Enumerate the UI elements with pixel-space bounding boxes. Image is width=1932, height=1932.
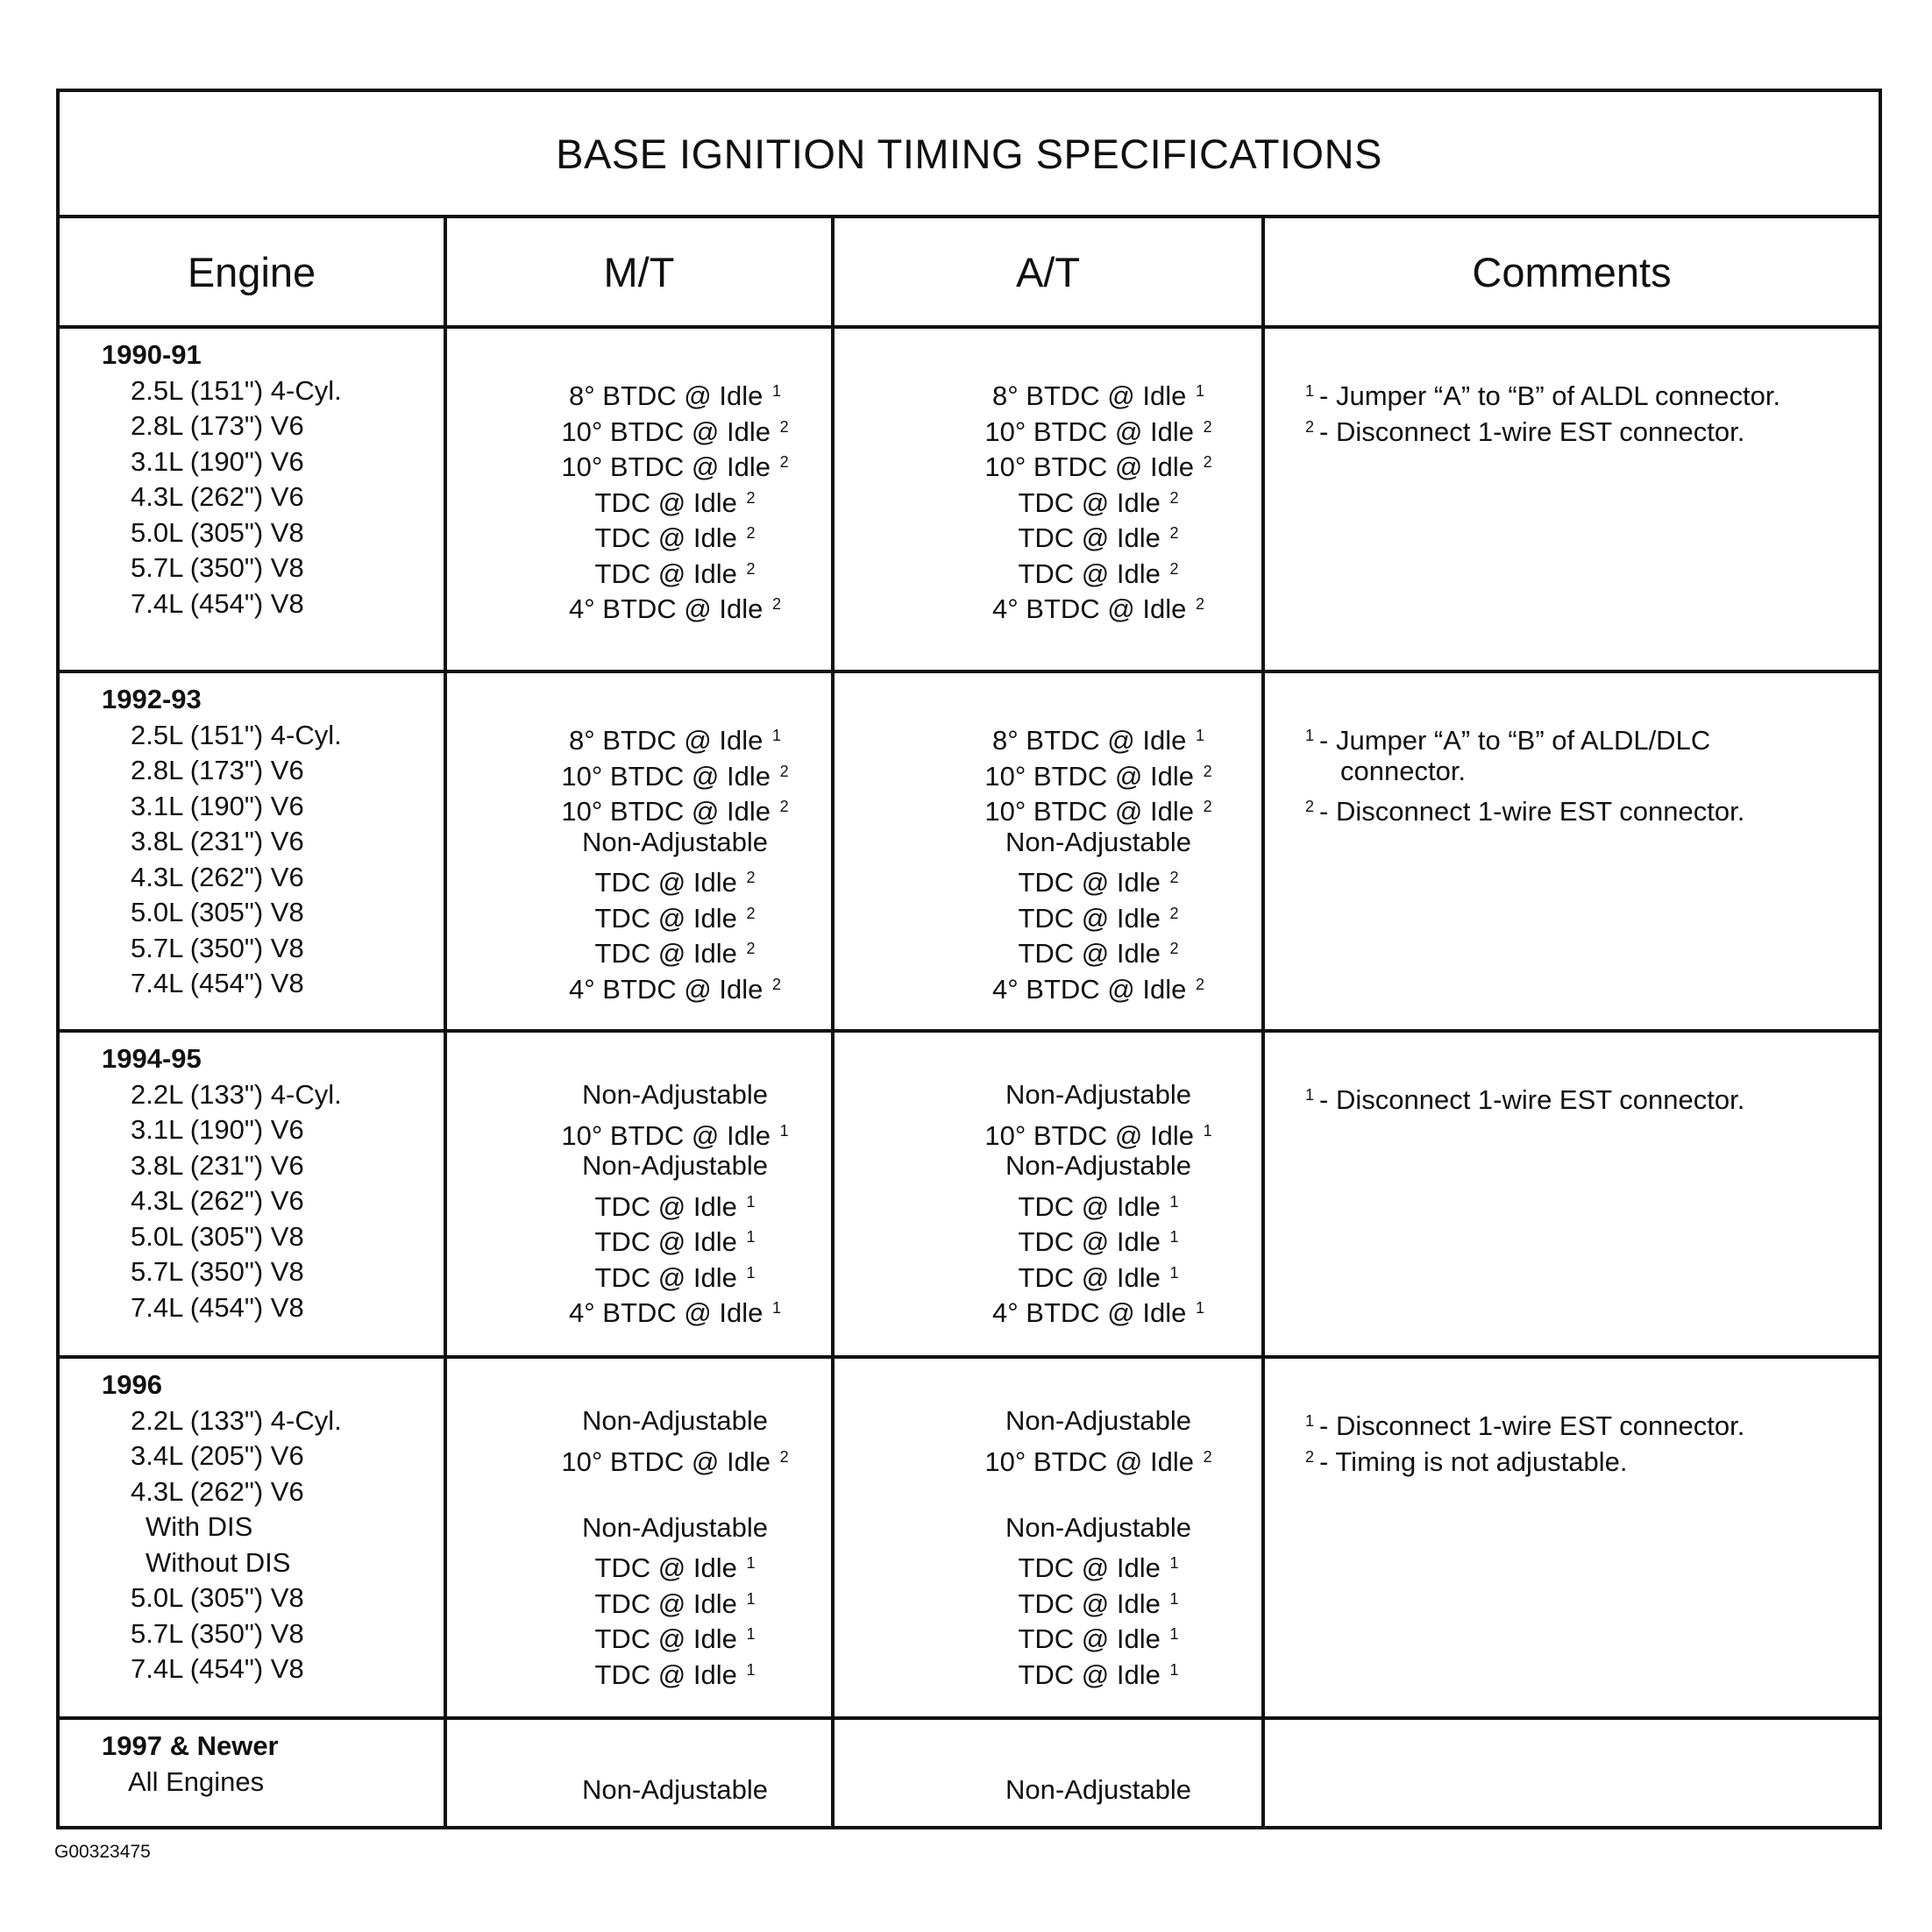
mt-value: TDC @ Idle $^2$	[594, 558, 756, 589]
engine-label: Without DIS	[146, 1546, 291, 1578]
model-year: 1992-93	[102, 684, 202, 714]
row-divider	[60, 1355, 1879, 1359]
engine-label: 5.0L (305") V8	[131, 897, 304, 927]
footnote-mark: 2	[1305, 417, 1315, 436]
mt-value: TDC @ Idle $^1$	[594, 1190, 756, 1222]
footnote-mark: 1	[1195, 727, 1204, 744]
mt-value: TDC @ Idle $^1$	[594, 1659, 756, 1690]
footnote-mark: 2	[1169, 904, 1179, 922]
engine-label: 7.4L (454") V8	[131, 1291, 304, 1323]
mt-value: 10° BTDC @ Idle $^1$	[561, 1119, 789, 1151]
footnote-mark: 2	[746, 559, 756, 578]
column-divider	[1261, 218, 1265, 1826]
mt-value: TDC @ Idle $^1$	[594, 1226, 756, 1257]
header-at: A/T	[1015, 248, 1081, 295]
engine-label: 2.2L (133") 4-Cyl.	[131, 1078, 342, 1110]
engine-label: 5.7L (350") V8	[131, 1256, 304, 1287]
mt-value: 10° BTDC @ Idle $^2$	[561, 416, 789, 447]
mt-value: TDC @ Idle $^1$	[594, 1552, 756, 1583]
footnote-mark: 1	[746, 1554, 756, 1572]
footnote-mark: 2	[746, 904, 756, 922]
mt-cell	[447, 373, 831, 622]
model-year: 1997 & Newer	[102, 1730, 279, 1761]
comment-note: $^2$ - Disconnect 1-wire EST connector.	[1305, 796, 1745, 827]
model-year: 1990-91	[102, 339, 202, 370]
comment-note: $^1$ - Disconnect 1-wire EST connector.	[1305, 1084, 1745, 1115]
at-cell	[835, 1077, 1261, 1326]
footnote-mark: 1	[1203, 1121, 1212, 1140]
page-title: BASE IGNITION TIMING SPECIFICATIONS	[556, 130, 1382, 177]
footnote-mark: 1	[746, 1192, 756, 1211]
mt-cell	[447, 1077, 831, 1326]
footnote-mark: 2	[1203, 1447, 1212, 1466]
comment-note: $^1$ - Jumper “A” to “B” of ALDL connector.	[1305, 380, 1781, 411]
footnote-mark: 2	[771, 975, 781, 993]
at-value: Non-Adjustable	[1005, 1079, 1191, 1110]
footnote-mark: 1	[1195, 382, 1204, 400]
footnote-mark: 1	[746, 1589, 756, 1608]
footnote-mark: 2	[1305, 1447, 1315, 1466]
at-value: 10° BTDC @ Idle $^2$	[984, 451, 1212, 482]
at-value: 10° BTDC @ Idle $^1$	[984, 1119, 1212, 1151]
row-divider	[60, 1029, 1879, 1033]
at-value: Non-Adjustable	[1005, 1774, 1191, 1805]
footnote-mark: 2	[1305, 798, 1315, 815]
at-value: 8° BTDC @ Idle $^1$	[992, 380, 1204, 411]
comment-note: $^1$ - Jumper “A” to “B” of ALDL/DLC	[1305, 725, 1711, 756]
engine-label: 5.7L (350") V8	[131, 932, 304, 963]
engine-label: 5.7L (350") V8	[131, 1617, 304, 1649]
at-cell	[835, 373, 1261, 622]
at-value: 10° BTDC @ Idle $^2$	[984, 760, 1212, 792]
engine-label: 2.8L (173") V6	[131, 755, 304, 785]
footnote-mark: 1	[1169, 1192, 1179, 1211]
at-value	[835, 1474, 1261, 1510]
mt-value: TDC @ Idle $^2$	[594, 938, 756, 969]
mt-value: 4° BTDC @ Idle $^1$	[569, 1297, 781, 1328]
at-value: Non-Adjustable	[1005, 1150, 1191, 1181]
comments-cell	[1265, 373, 1879, 447]
mt-value: TDC @ Idle $^2$	[594, 487, 756, 518]
footnote-mark: 1	[746, 1228, 756, 1246]
footnote-mark: 1	[1305, 382, 1315, 400]
at-value: 10° BTDC @ Idle $^2$	[984, 796, 1212, 827]
footnote-mark: 2	[746, 940, 756, 957]
footnote-mark: 1	[1305, 1412, 1315, 1430]
engine-cell	[60, 1041, 444, 1325]
footnote-mark: 1	[771, 382, 781, 400]
footnote-mark: 2	[1203, 762, 1212, 780]
engine-label: 4.3L (262") V6	[131, 481, 304, 512]
engine-label: 3.1L (190") V6	[131, 790, 304, 821]
mt-value: Non-Adjustable	[582, 1405, 768, 1436]
header-mt: M/T	[603, 248, 675, 295]
at-cell	[835, 718, 1261, 1005]
footnote-mark: 1	[746, 1625, 756, 1643]
at-value: TDC @ Idle $^2$	[1018, 938, 1179, 969]
engine-label: 3.8L (231") V6	[131, 826, 304, 856]
at-value: TDC @ Idle $^1$	[1018, 1659, 1179, 1690]
footnote-mark: 2	[1169, 488, 1179, 507]
footnote-mark: 1	[771, 1299, 781, 1317]
at-value: 10° BTDC @ Idle $^2$	[984, 416, 1212, 447]
mt-value: Non-Adjustable	[582, 1511, 768, 1543]
at-value: 4° BTDC @ Idle $^2$	[992, 593, 1204, 624]
engine-label: All Engines	[128, 1765, 265, 1797]
comments-cell	[1265, 1403, 1879, 1477]
header-divider	[60, 325, 1879, 329]
mt-value: Non-Adjustable	[582, 826, 768, 857]
footnote-mark: 2	[779, 762, 789, 780]
footnote-mark: 1	[1169, 1554, 1179, 1572]
at-value: TDC @ Idle $^1$	[1018, 1588, 1179, 1619]
mt-value: TDC @ Idle $^1$	[594, 1588, 756, 1619]
engine-label: 5.0L (305") V8	[131, 1582, 304, 1613]
footnote-mark: 2	[746, 869, 756, 886]
at-value: TDC @ Idle $^1$	[1018, 1190, 1179, 1222]
engine-cell	[60, 337, 444, 622]
footnote-mark: 2	[771, 595, 781, 613]
mt-value: 10° BTDC @ Idle $^2$	[561, 796, 789, 827]
at-value: Non-Adjustable	[1005, 1511, 1191, 1543]
engine-label: 7.4L (454") V8	[131, 587, 304, 619]
comment-note: $^2$ - Disconnect 1-wire EST connector.	[1305, 416, 1745, 447]
footnote-mark: 1	[1195, 1299, 1204, 1317]
footnote-mark: 2	[1203, 798, 1212, 815]
footnote-mark: 2	[746, 488, 756, 507]
engine-label: 4.3L (262") V6	[131, 1185, 304, 1216]
at-value: TDC @ Idle $^1$	[1018, 1552, 1179, 1583]
footnote-mark: 1	[771, 727, 781, 744]
mt-value: Non-Adjustable	[582, 1079, 768, 1110]
footnote-mark: 2	[1169, 559, 1179, 578]
footnote-mark: 2	[746, 524, 756, 542]
engine-label: With DIS	[146, 1511, 253, 1542]
engine-cell	[60, 1729, 444, 1800]
engine-label: 2.8L (173") V6	[131, 410, 304, 441]
mt-cell	[447, 1772, 831, 1808]
footnote-mark: 2	[1195, 975, 1204, 993]
mt-value: TDC @ Idle $^2$	[594, 902, 756, 934]
model-year: 1996	[102, 1369, 162, 1400]
mt-value: 8° BTDC @ Idle $^1$	[569, 725, 781, 756]
mt-value: 10° BTDC @ Idle $^2$	[561, 1445, 789, 1477]
at-value: TDC @ Idle $^2$	[1018, 522, 1179, 553]
at-value: TDC @ Idle $^1$	[1018, 1623, 1179, 1654]
footnote-mark: 1	[1169, 1228, 1179, 1246]
mt-cell	[447, 1403, 831, 1690]
engine-label: 2.5L (151") 4-Cyl.	[131, 719, 342, 750]
at-cell	[835, 1772, 1261, 1808]
footnote-mark: 1	[1169, 1625, 1179, 1643]
footnote-mark: 2	[779, 453, 789, 471]
at-value: 8° BTDC @ Idle $^1$	[992, 725, 1204, 756]
at-value: TDC @ Idle $^1$	[1018, 1226, 1179, 1257]
at-cell	[835, 1403, 1261, 1690]
mt-value: 8° BTDC @ Idle $^1$	[569, 380, 781, 411]
header-comments: Comments	[1472, 248, 1672, 295]
footnote-mark: 2	[1203, 417, 1212, 436]
engine-label: 4.3L (262") V6	[131, 1475, 304, 1507]
footnote-mark: 1	[1169, 1263, 1179, 1282]
mt-value: TDC @ Idle $^1$	[594, 1623, 756, 1654]
footnote-mark: 2	[1169, 940, 1179, 957]
footnote-mark: 2	[1203, 453, 1212, 471]
mt-value	[447, 1474, 831, 1510]
footnote-mark: 1	[779, 1121, 789, 1140]
at-value: TDC @ Idle $^2$	[1018, 902, 1179, 934]
comment-note: connector.	[1340, 755, 1467, 786]
footnote-mark: 2	[1195, 595, 1204, 613]
footnote-mark: 2	[779, 798, 789, 815]
at-value: TDC @ Idle $^2$	[1018, 558, 1179, 589]
mt-value: TDC @ Idle $^2$	[594, 867, 756, 898]
footnote-mark: 1	[746, 1660, 756, 1679]
engine-label: 2.2L (133") 4-Cyl.	[131, 1404, 342, 1436]
at-value: TDC @ Idle $^1$	[1018, 1261, 1179, 1293]
engine-label: 3.4L (205") V6	[131, 1440, 304, 1471]
engine-label: 5.0L (305") V8	[131, 1220, 304, 1252]
footnote-mark: 1	[1305, 1086, 1315, 1104]
footnote-mark: 2	[1169, 869, 1179, 886]
footnote-mark: 2	[1169, 524, 1179, 542]
footnote-mark: 1	[1305, 727, 1315, 744]
header-engine: Engine	[187, 248, 316, 295]
at-value: 4° BTDC @ Idle $^2$	[992, 973, 1204, 1005]
model-year: 1994-95	[102, 1043, 202, 1074]
at-value: TDC @ Idle $^2$	[1018, 867, 1179, 898]
comment-note: $^1$ - Disconnect 1-wire EST connector.	[1305, 1410, 1745, 1441]
timing-spec-table	[56, 89, 1882, 1829]
mt-value: TDC @ Idle $^2$	[594, 522, 756, 553]
engine-label: 2.5L (151") 4-Cyl.	[131, 374, 342, 406]
comment-note: $^2$ - Timing is not adjustable.	[1305, 1445, 1628, 1477]
engine-cell	[60, 682, 444, 1002]
comments-cell	[1265, 718, 1879, 825]
comments-cell	[1265, 1077, 1879, 1113]
footnote-mark: 1	[1169, 1660, 1179, 1679]
at-value: TDC @ Idle $^2$	[1018, 487, 1179, 518]
at-value: Non-Adjustable	[1005, 1405, 1191, 1436]
footnote-mark: 1	[746, 1263, 756, 1282]
engine-cell	[60, 1367, 444, 1687]
figure-id: G00323475	[54, 1842, 151, 1862]
engine-label: 7.4L (454") V8	[131, 968, 304, 998]
mt-value: TDC @ Idle $^1$	[594, 1261, 756, 1293]
mt-value: Non-Adjustable	[582, 1150, 768, 1181]
mt-value: 4° BTDC @ Idle $^2$	[569, 593, 781, 624]
title-row	[60, 92, 1879, 218]
engine-label: 3.1L (190") V6	[131, 1114, 304, 1145]
at-value: 4° BTDC @ Idle $^1$	[992, 1297, 1204, 1328]
engine-label: 4.3L (262") V6	[131, 861, 304, 892]
mt-cell	[447, 718, 831, 1005]
engine-label: 3.8L (231") V6	[131, 1149, 304, 1181]
row-divider	[60, 1716, 1879, 1720]
mt-value: 10° BTDC @ Idle $^2$	[561, 760, 789, 792]
footnote-mark: 1	[1169, 1589, 1179, 1608]
at-value: Non-Adjustable	[1005, 826, 1191, 857]
row-divider	[60, 670, 1879, 673]
mt-value: 4° BTDC @ Idle $^2$	[569, 973, 781, 1005]
engine-label: 5.0L (305") V8	[131, 516, 304, 548]
mt-value: Non-Adjustable	[582, 1774, 768, 1805]
footnote-mark: 2	[779, 417, 789, 436]
engine-label: 7.4L (454") V8	[131, 1653, 304, 1684]
footnote-mark: 2	[779, 1447, 789, 1466]
engine-label: 3.1L (190") V6	[131, 445, 304, 477]
engine-label: 5.7L (350") V8	[131, 552, 304, 583]
mt-value: 10° BTDC @ Idle $^2$	[561, 451, 789, 482]
at-value: 10° BTDC @ Idle $^2$	[984, 1445, 1212, 1477]
